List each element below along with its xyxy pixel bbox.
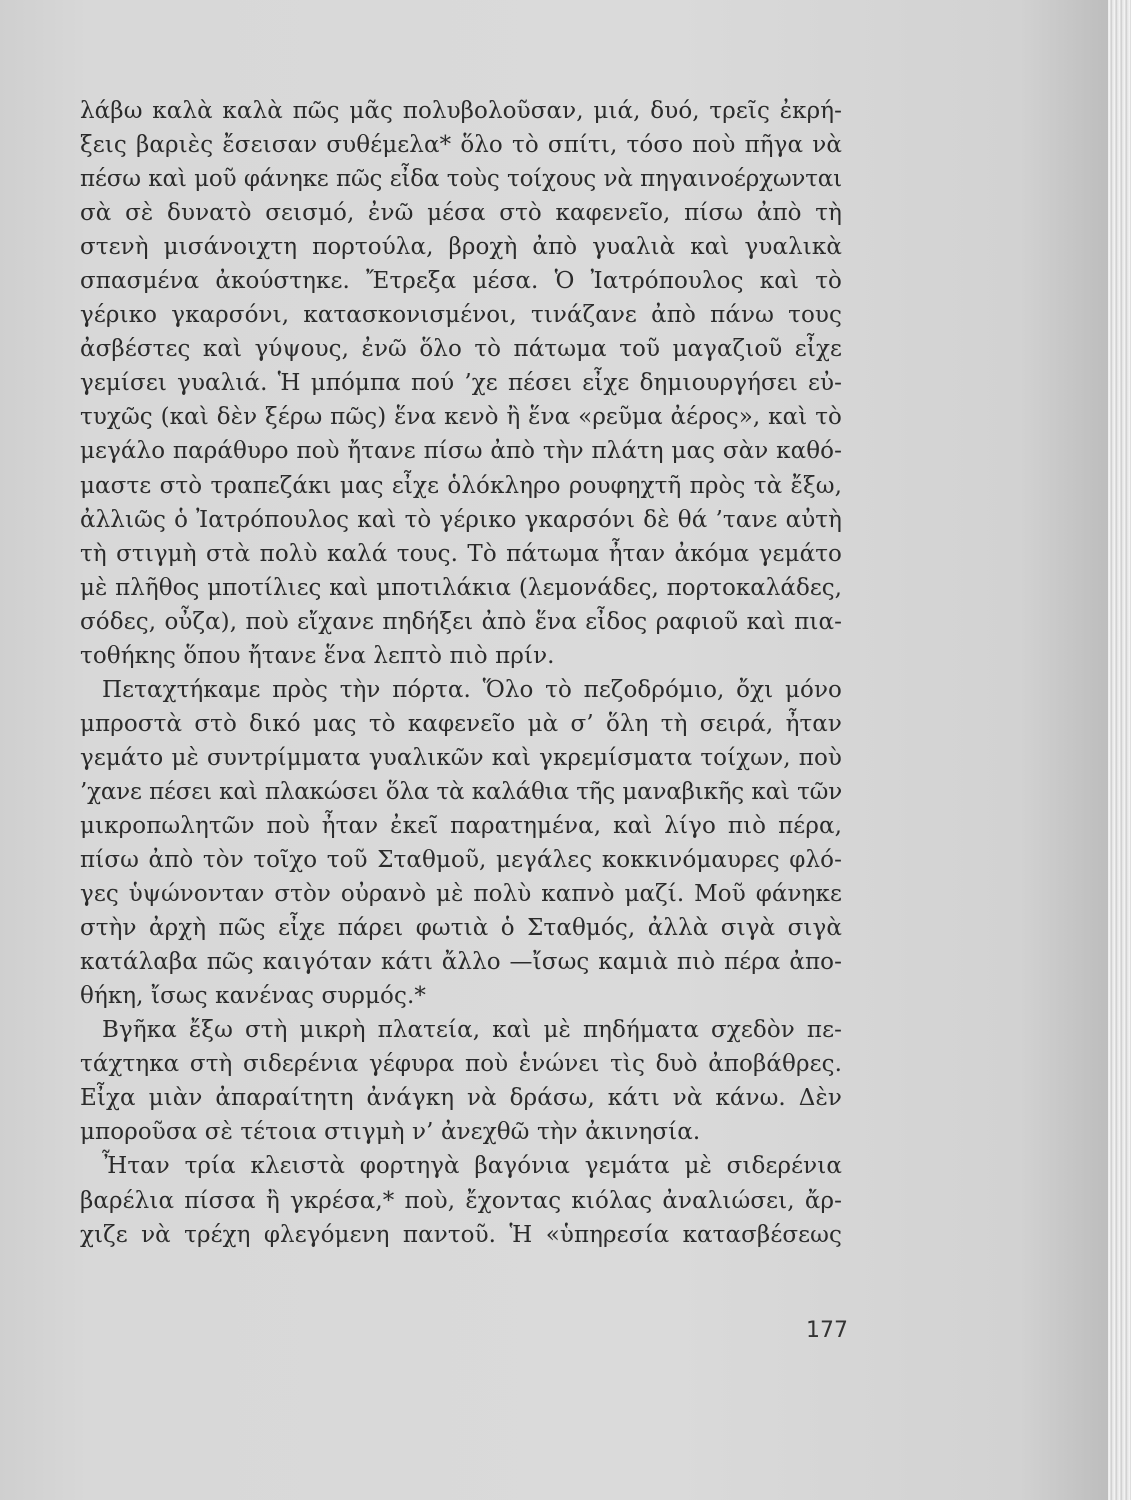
text-line: κατάλαβα πῶς καιγόταν κάτι ἄλλο —ἴσως καμιὰ πιὸ πέρα ἀπο-	[80, 949, 842, 976]
text-line: σόδες, οὖζα), ποὺ εἴχανε πηδήξει ἀπὸ ἕνα εἶδος ραφιοῦ καὶ πια-	[80, 608, 842, 635]
text-line: πίσω ἀπὸ τὸν τοῖχο τοῦ Σταθμοῦ, μεγάλες κοκκινόμαυρες φλό-	[80, 847, 842, 874]
text-line: χιζε νὰ τρέχη φλεγόμενη παντοῦ. Ἡ «ὑπηρεσία κατασβέσεως	[80, 1221, 842, 1248]
body-text	[80, 94, 842, 1252]
text-line: ξεις βαριὲς ἔσεισαν συθέμελα* ὅλο τὸ σπίτι, τόσο ποὺ πῆγα νὰ	[80, 132, 842, 159]
text-line: γεμίσει γυαλιά. Ἡ μπόμπα πού ’χε πέσει εἶχε δημιουργήσει εὐ-	[80, 370, 842, 397]
text-line: τοθήκης ὅπου ἤτανε ἕνα λεπτὸ πιὸ πρίν.	[80, 642, 555, 669]
text-line: ἀσβέστες καὶ γύψους, ἐνῶ ὅλο τὸ πάτωμα τοῦ μαγαζιοῦ εἶχε	[80, 336, 842, 363]
text-line: θήκη, ἴσως κανένας συρμός.*	[80, 983, 426, 1010]
text-line: Ἦταν τρία κλειστὰ φορτηγὰ βαγόνια γεμάτα μὲ σιδερένια	[102, 1153, 842, 1180]
text-line: Βγῆκα ἔξω στὴ μικρὴ πλατεία, καὶ μὲ πηδήματα σχεδὸν πε-	[102, 1017, 842, 1044]
text-line: σπασμένα ἀκούστηκε. Ἔτρεξα μέσα. Ὁ Ἰατρόπουλος καὶ τὸ	[80, 268, 842, 295]
text-line: τὴ στιγμὴ στὰ πολὺ καλά τους. Τὸ πάτωμα ἦταν ἀκόμα γεμάτο	[80, 540, 842, 567]
page-number: 177	[806, 1318, 848, 1343]
text-line: Πεταχτήκαμε πρὸς τὴν πόρτα. Ὅλο τὸ πεζοδρόμιο, ὄχι μόνο	[102, 676, 842, 703]
text-line: τυχῶς (καὶ δὲν ξέρω πῶς) ἕνα κενὸ ἢ ἕνα «ρεῦμα ἀέρος», καὶ τὸ	[80, 404, 842, 431]
text-line: στὴν ἀρχὴ πῶς εἶχε πάρει φωτιὰ ὁ Σταθμός, ἀλλὰ σιγὰ σιγὰ	[80, 915, 842, 942]
text-line: μεγάλο παράθυρο ποὺ ἤτανε πίσω ἀπὸ τὴν πλάτη μας σὰν καθό-	[80, 438, 842, 465]
text-line: τάχτηκα στὴ σιδερένια γέφυρα ποὺ ἑνώνει τὶς δυὸ ἀποβάθρες.	[80, 1051, 842, 1078]
text-line: γεμάτο μὲ συντρίμματα γυαλικῶν καὶ γκρεμίσματα τοίχων, ποὺ	[80, 744, 842, 771]
text-line: γέρικο γκαρσόνι, κατασκονισμένοι, τινάζανε ἀπὸ πάνω τους	[80, 302, 842, 329]
text-line: ἀλλιῶς ὁ Ἰατρόπουλος καὶ τὸ γέρικο γκαρσόνι δὲ θά ’τανε αὐτὴ	[80, 506, 842, 533]
page-stack-edge	[1108, 0, 1131, 1500]
text-line: μποροῦσα σὲ τέτοια στιγμὴ ν’ ἀνεχθῶ τὴν ἀκινησία.	[80, 1119, 701, 1146]
text-line: λάβω καλὰ καλὰ πῶς μᾶς πολυβολοῦσαν, μιά, δυό, τρεῖς ἐκρή-	[80, 98, 842, 124]
text-line: ’χανε πέσει καὶ πλακώσει ὅλα τὰ καλάθια τῆς μαναβικῆς καὶ τῶν	[80, 778, 842, 805]
text-line: μαστε στὸ τραπεζάκι μας εἶχε ὁλόκληρο ρουφηχτῆ πρὸς τὰ ἔξω,	[80, 472, 842, 499]
text-line: Εἶχα μιὰν ἀπαραίτητη ἀνάγκη νὰ δράσω, κάτι νὰ κάνω. Δὲν	[80, 1085, 842, 1112]
text-line: μπροστὰ στὸ δικό μας τὸ καφενεῖο μὰ σ’ ὅλη τὴ σειρά, ἦταν	[80, 710, 842, 737]
text-line: μὲ πλῆθος μποτίλιες καὶ μποτιλάκια (λεμονάδες, πορτοκαλάδες,	[80, 574, 842, 601]
text-line: σὰ σὲ δυνατὸ σεισμό, ἐνῶ μέσα στὸ καφενεῖο, πίσω ἀπὸ τὴ	[80, 200, 842, 227]
text-line: βαρέλια πίσσα ἢ γκρέσα,* ποὺ, ἔχοντας κιόλας ἀναλιώσει, ἄρ-	[80, 1187, 842, 1214]
text-line: μικροπωλητῶν ποὺ ἦταν ἐκεῖ παρατημένα, καὶ λίγο πιὸ πέρα,	[80, 812, 842, 839]
text-line: στενὴ μισάνοιχτη πορτούλα, βροχὴ ἀπὸ γυαλιὰ καὶ γυαλικὰ	[80, 234, 842, 261]
text-line: γες ὑψώνονταν στὸν οὐρανὸ μὲ πολὺ καπνὸ μαζί. Μοῦ φάνηκε	[80, 881, 842, 908]
text-line: πέσω καὶ μοῦ φάνηκε πῶς εἶδα τοὺς τοίχους νὰ πηγαινοέρχωνται	[80, 166, 842, 193]
